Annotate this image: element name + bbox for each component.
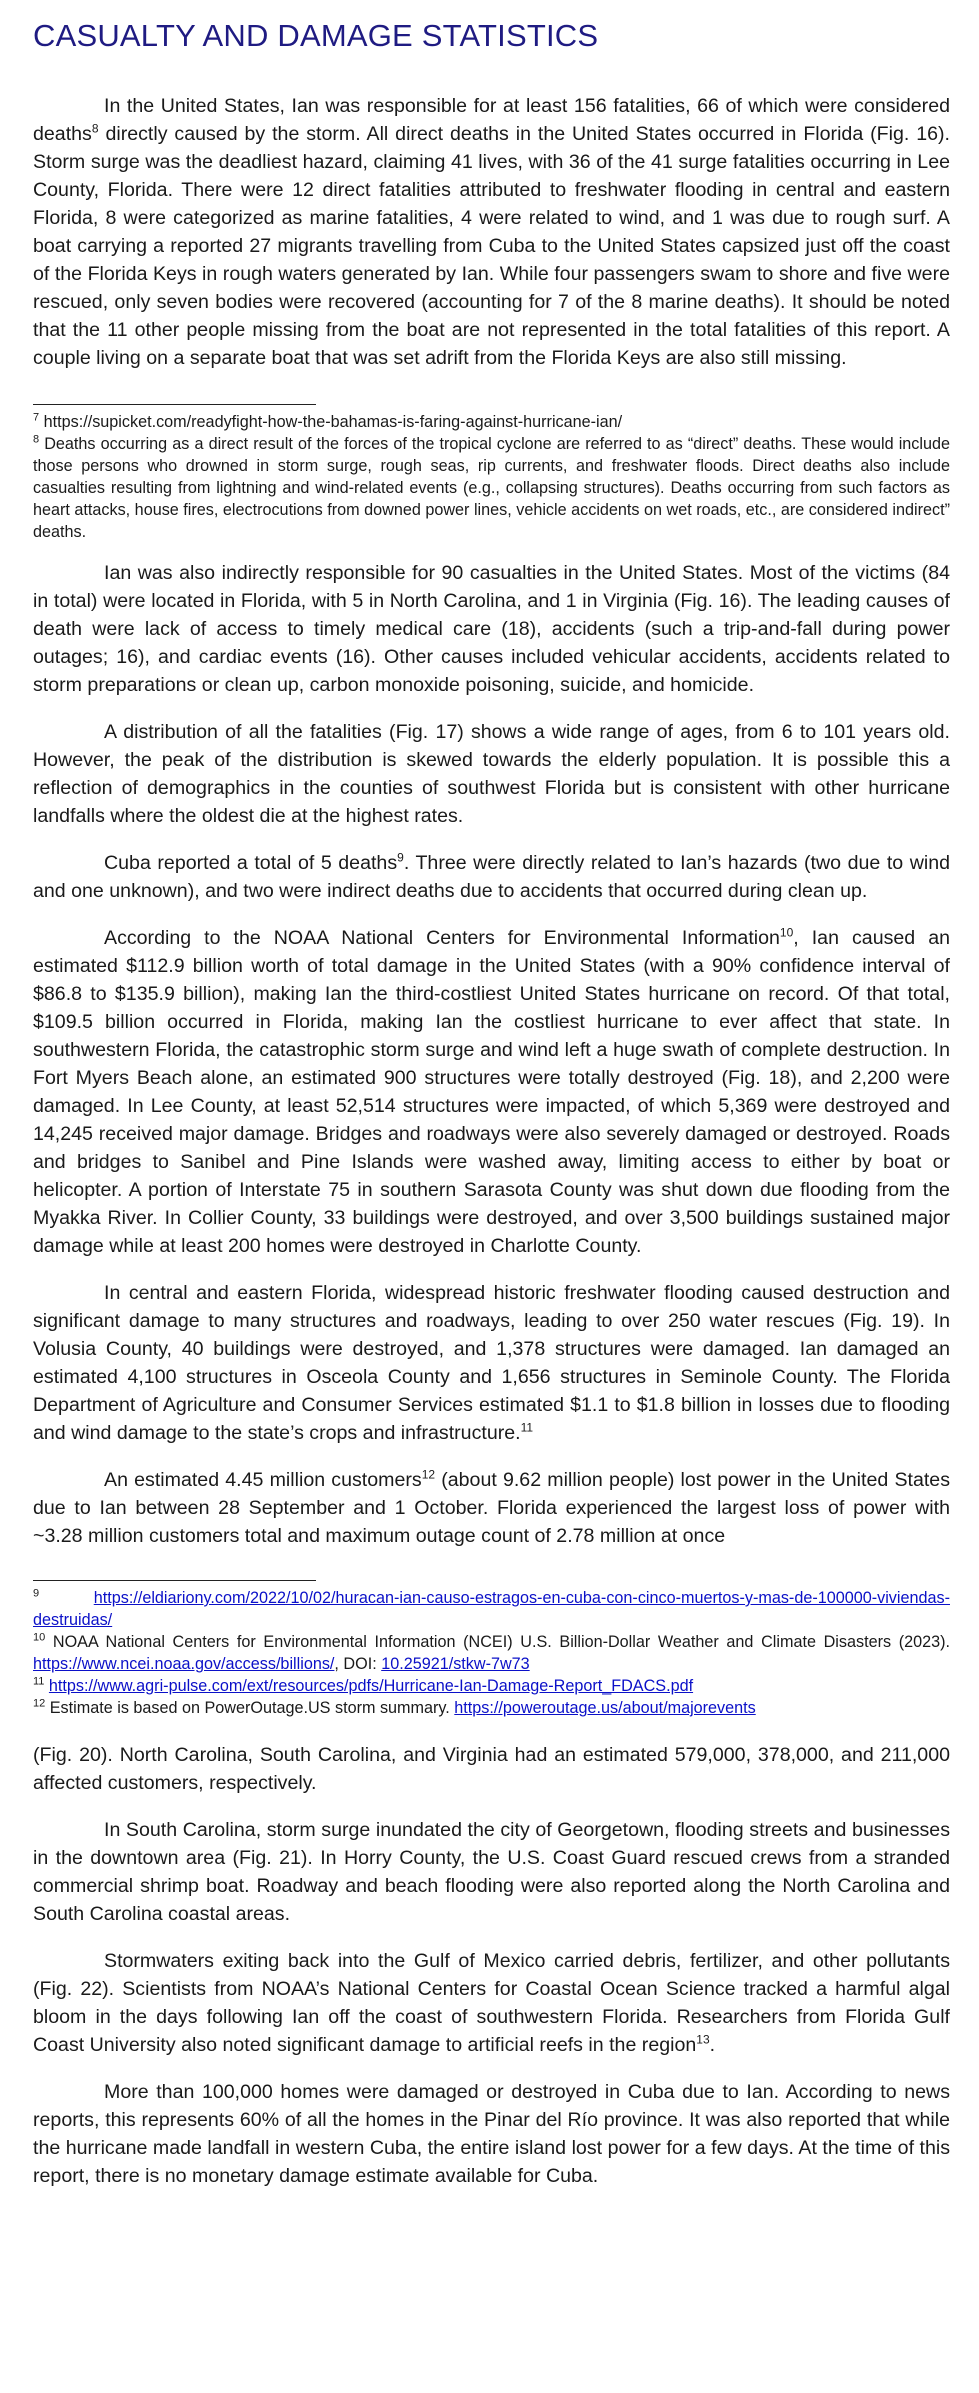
p4-text-a: Cuba reported a total of 5 deaths — [104, 852, 398, 874]
section-heading: CASUALTY AND DAMAGE STATISTICS — [33, 18, 599, 53]
footnote-number: 11 — [33, 1675, 45, 1688]
footnote-number: 8 — [33, 433, 40, 446]
footnote-ref-10[interactable]: 10 — [779, 925, 794, 940]
footnote-7 — [33, 411, 950, 433]
paragraph-south-carolina: In South Carolina, storm surge inundated the city of Georgetown, flooding streets and businesses in the downtown area (Fig. 21). In Horry County, the U.S. Coast Guard rescued crews from a stranded commercial shrimp boat. Roadway and beach flooding were also reported along the North Carolina and South Carolina coastal areas. — [33, 1819, 950, 1925]
footnote-text: Estimate is based on PowerOutage.US storm summary. — [45, 1699, 455, 1717]
paragraph-power-outages — [33, 1466, 950, 1550]
p5-text-a: According to the NOAA National Centers for Environmental Information — [104, 927, 780, 949]
footnote-ref-13[interactable]: 13 — [696, 2032, 710, 2047]
footnote-10-doi-link[interactable]: 10.25921/stkw-7w73 — [381, 1655, 530, 1673]
footnote-10 — [33, 1631, 950, 1675]
paragraph-power-continued: (Fig. 20). North Carolina, South Carolina, and Virginia had an estimated 579,000, 378,000, and 211,000 affected customers, respectively. — [33, 1744, 950, 1794]
doi-label: , DOI: — [334, 1655, 382, 1673]
footnote-12-link[interactable]: https://poweroutage.us/about/majorevents — [454, 1699, 756, 1717]
footnote-12 — [33, 1697, 950, 1719]
p5-text-b: , Ian caused an estimated $112.9 billion worth of total damage in the United States (with a 90% confidence interval of $86.8 to $135.9 billion), making Ian the third-costliest United States hurricane on record. Of that total, $109.5 billion occurred in Florida, making Ian the costliest hurricane to ever affect that state. In southwestern Florida, the catastrophic storm surge and wind left a huge swath of complete destruction. In Fort Myers Beach alone, an estimated 900 structures were totally destroyed (Fig. 18), and 2,200 were damaged. In Lee County, at least 52,514 structures were impacted, of which 5,369 were destroyed and 14,245 received major damage. Bridges and roadways were also severely damaged or destroyed. Roads and bridges to Sanibel and Pine Islands were washed away, limiting access to either by boat or helicopter. A portion of Interstate 75 in southern Sarasota County was shut down due flooding from the Myakka River. In Collier County, 33 buildings were destroyed, and over 3,500 buildings sustained major damage while at least 200 homes were destroyed in Charlotte County. — [33, 927, 950, 1257]
footnote-number: 7 — [33, 411, 40, 424]
paragraph-cuba-damage: More than 100,000 homes were damaged or destroyed in Cuba due to Ian. According to news reports, this represents 60% of all the homes in the Pinar del Río province. It was also reported that while the hurricane made landfall in western Cuba, the entire island lost power for a few days. At the time of this report, there is no monetary damage estimate available for Cuba. — [33, 2081, 950, 2187]
footnote-text: https://supicket.com/readyfight-how-the-bahamas-is-faring-against-hurricane-ian/ — [39, 413, 623, 431]
footnote-8 — [33, 433, 950, 543]
footnote-ref-12[interactable]: 12 — [421, 1467, 436, 1482]
footnote-9 — [33, 1587, 950, 1631]
footnote-ref-9[interactable]: 9 — [397, 850, 404, 865]
footnote-text: NOAA National Centers for Environmental Information (NCEI) U.S. Billion-Dollar Weather and Climate Disasters (2023). — [45, 1633, 950, 1651]
footnote-ref-11[interactable]: 11 — [520, 1420, 534, 1435]
p7-text-a: An estimated 4.45 million customers — [104, 1469, 422, 1491]
footnote-text: Deaths occurring as a direct result of the forces of the tropical cyclone are referred to as “direct” deaths. These would include those persons who drowned in storm surge, rough seas, rip currents, and freshwater floods. Direct deaths also include casualties resulting from lightning and wind-related events (e.g., collapsing structures). Deaths occurring from such factors as heart attacks, house fires, electrocutions from downed power lines, vehicle accidents on wet roads, etc., are considered indirect” deaths. — [33, 435, 950, 541]
footnote-11 — [33, 1675, 950, 1697]
paragraph-gulf-pollutants — [33, 1947, 950, 2059]
paragraph-cuba-deaths — [33, 849, 950, 905]
paragraph-us-fatalities — [33, 92, 950, 372]
paragraph-indirect-casualties: Ian was also indirectly responsible for 90 casualties in the United States. Most of the victims (84 in total) were located in Florida, with 5 in North Carolina, and 1 in Virginia (Fig. 16). The leading causes of death were lack of access to timely medical care (18), accidents (such a trip-and-fall during power outages; 16), and cardiac events (16). Other causes included vehicular accidents, accidents related to storm preparations or clean up, carbon monoxide poisoning, suicide, and homicide. — [33, 562, 950, 696]
p1-text-b: directly caused by the storm. All direct deaths in the United States occurred in Florida (Fig. 16). Storm surge was the deadliest hazard, claiming 41 lives, with 36 of the 41 surge fatalities occurring in Lee County, Florida. There were 12 direct fatalities attributed to freshwater flooding in central and eastern Florida, 8 were categorized as marine fatalities, 4 were related to wind, and 1 was due to rough surf. A boat carrying a reported 27 migrants travelling from Cuba to the United States capsized just off the coast of the Florida Keys in rough waters generated by Ian. While four passengers swam to shore and five were rescued, only seven bodies were recovered (accounting for 7 of the 8 marine deaths). It should be noted that the 11 other people missing from the boat are not represented in the total fatalities of this report. A couple living on a separate boat that was set adrift from the Florida Keys are also still missing. — [33, 123, 950, 369]
p10-text-b: . — [709, 2034, 716, 2056]
footnote-10-link[interactable]: https://www.ncei.noaa.gov/access/billions/ — [33, 1655, 335, 1673]
footnote-number: 9 — [33, 1587, 40, 1600]
paragraph-damage-cost — [33, 924, 950, 1260]
footnote-ref-8[interactable]: 8 — [91, 121, 99, 136]
p10-text-a: Stormwaters exiting back into the Gulf of Mexico carried debris, fertilizer, and other pollutants (Fig. 22). Scientists from NOAA’s National Centers for Coastal Ocean Science tracked a harmful algal bloom in the days following Ian off the coast of southwestern Florida. Researchers from Florida Gulf Coast University also noted significant damage to artificial reefs in the region — [33, 1950, 950, 2056]
paragraph-freshwater-flooding — [33, 1279, 950, 1447]
p6-text-a: In central and eastern Florida, widespread historic freshwater flooding caused destruction and significant damage to many structures and roadways, leading to over 250 water rescues (Fig. 19). In Volusia County, 40 buildings were destroyed, and 1,378 structures were damaged. Ian damaged an estimated 4,100 structures in Osceola County and 1,656 structures in Seminole County. The Florida Department of Agriculture and Consumer Services estimated $1.1 to $1.8 billion in losses due to flooding and wind damage to the state’s crops and infrastructure. — [33, 1282, 950, 1444]
footnote-number: 12 — [33, 1697, 46, 1710]
footnote-number: 10 — [33, 1631, 46, 1644]
paragraph-age-distribution: A distribution of all the fatalities (Fig. 17) shows a wide range of ages, from 6 to 101 years old. However, the peak of the distribution is skewed towards the elderly population. It is possible this a reflection of demographics in the counties of southwest Florida but is consistent with other hurricane landfalls where the oldest die at the highest rates. — [33, 721, 950, 827]
footnote-11-link[interactable]: https://www.agri-pulse.com/ext/resources/pdfs/Hurricane-Ian-Damage-Report_FDACS.pdf — [48, 1677, 694, 1695]
p4-text-b: . Three were directly related to Ian’s hazards (two due to wind and one unknown), and two were indirect deaths due to accidents that occurred during clean up. — [33, 852, 951, 902]
document-page — [33, 14, 950, 2190]
footnote-9-link[interactable]: https://eldiariony.com/2022/10/02/huracan-ian-causo-estragos-en-cuba-con-cinco-muertos-y-mas-de-100000-viviendas-destruidas/ — [33, 1589, 950, 1629]
p7-text-b: (about 9.62 million people) lost power in the United States due to Ian between 28 September and 1 October. Florida experienced the largest loss of power with ~3.28 million customers total and maximum outage count of 2.78 million at once — [33, 1469, 950, 1547]
p1-text-a: In the United States, Ian was responsible for at least 156 fatalities, 66 of which were considered deaths — [33, 95, 950, 145]
